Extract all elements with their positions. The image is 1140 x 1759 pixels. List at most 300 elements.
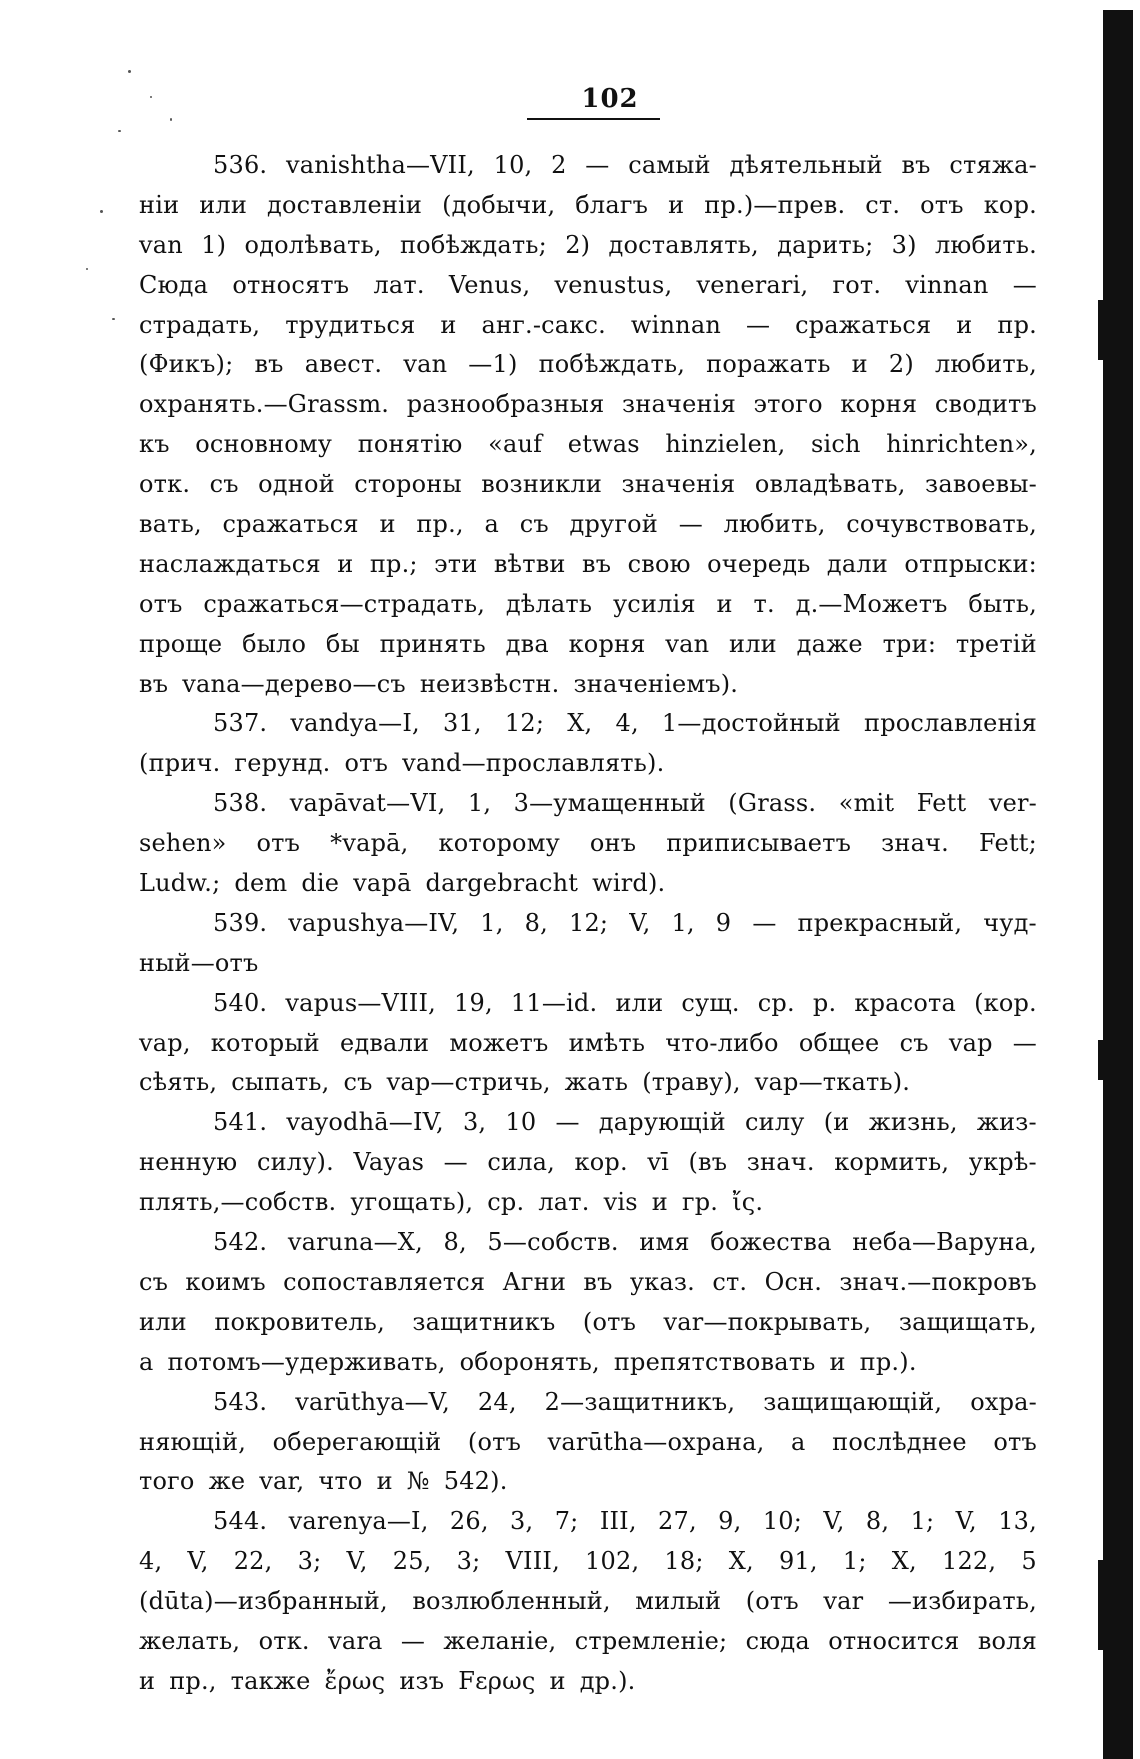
word: 12;	[504, 709, 545, 738]
word: 122,	[941, 1547, 997, 1576]
word: vap—ткать).	[754, 1068, 911, 1097]
word: другой	[569, 510, 658, 539]
word: 5	[1021, 1547, 1037, 1576]
word: —	[678, 510, 703, 539]
text-line	[139, 984, 1037, 1024]
word: относится	[828, 1626, 960, 1655]
word: 9	[715, 908, 732, 937]
scan-speck	[112, 318, 115, 320]
word: 2—защитникъ,	[544, 1387, 736, 1416]
word: 3;	[297, 1547, 322, 1576]
word: 1)	[201, 230, 227, 259]
word: одной	[258, 470, 335, 499]
word: III,	[599, 1507, 637, 1536]
scan-speck	[150, 96, 152, 98]
entries-text-block	[139, 146, 1037, 1702]
word: р.	[812, 988, 837, 1017]
word: (dūta)—избранный,	[139, 1587, 388, 1616]
word: послѣднее	[832, 1427, 967, 1456]
text-line	[139, 864, 1037, 904]
text-line	[139, 784, 1037, 824]
word: (прич.	[139, 749, 221, 778]
text-line	[139, 944, 1037, 984]
text-line	[139, 186, 1037, 226]
word: понятію	[357, 430, 463, 459]
word: 3,	[510, 1507, 534, 1536]
text-line	[139, 266, 1037, 306]
word: van	[403, 350, 448, 379]
word: чуд-	[983, 908, 1037, 937]
word: пр.;	[369, 549, 418, 578]
word: сила,	[487, 1148, 555, 1177]
word: кормить,	[834, 1148, 950, 1177]
word: авест.	[304, 350, 383, 379]
word: V,	[629, 908, 651, 937]
word: 1;	[842, 1547, 867, 1576]
word: оберегающій	[272, 1427, 442, 1456]
word: Агни	[502, 1267, 567, 1296]
word: (добычи,	[442, 190, 556, 219]
word: 25,	[392, 1547, 432, 1576]
word: die	[301, 869, 340, 898]
text-line	[139, 226, 1037, 266]
word: vap,	[139, 1028, 191, 1057]
word: ный—отъ	[139, 948, 259, 977]
word: того	[139, 1467, 195, 1496]
word: самый	[628, 151, 711, 179]
word: vinnan	[905, 270, 989, 299]
word: —	[752, 908, 777, 937]
scan-edge-bar	[1103, 10, 1133, 1759]
word: съ	[139, 1267, 169, 1296]
text-line	[139, 345, 1037, 385]
word: V,	[187, 1547, 209, 1576]
word: или	[729, 629, 777, 658]
word: —	[443, 1148, 468, 1177]
word: красота	[854, 988, 956, 1017]
word: (траву),	[642, 1068, 741, 1097]
text-line	[139, 505, 1037, 545]
word: жизнь,	[868, 1108, 958, 1137]
word: 8,	[524, 908, 548, 937]
word: отъ	[920, 190, 964, 219]
word: др.).	[579, 1666, 636, 1695]
word: этого	[753, 390, 823, 419]
word: 540.	[213, 988, 268, 1017]
word: общее	[798, 1028, 880, 1057]
word: 543.	[213, 1387, 268, 1416]
page-number-rule	[527, 118, 660, 120]
word: и	[716, 589, 733, 618]
word: дали	[826, 549, 889, 578]
word: 26,	[449, 1507, 489, 1536]
text-line	[139, 1143, 1037, 1183]
scan-speck	[86, 268, 88, 270]
word: знач.	[746, 1148, 815, 1177]
word: отк.	[139, 470, 191, 499]
word: т.	[753, 589, 775, 618]
word: hinrichten»,	[886, 430, 1037, 459]
word: оборонять,	[459, 1347, 600, 1376]
word: который	[210, 1028, 320, 1057]
word: съ	[519, 510, 549, 539]
word: основному	[195, 430, 333, 459]
word: vapushya—IV,	[288, 908, 460, 937]
word: въ	[582, 549, 612, 578]
word: едвали	[339, 1028, 430, 1057]
word: 19,	[454, 988, 493, 1017]
word: няющій,	[139, 1427, 247, 1456]
word: —	[400, 1626, 426, 1655]
word: var—покрывать,	[663, 1307, 872, 1336]
word: корня	[568, 629, 646, 658]
word: сюда	[745, 1626, 810, 1655]
word: приписываетъ	[666, 829, 852, 858]
word: жиз-	[976, 1108, 1037, 1137]
word: sich	[811, 430, 861, 459]
word: прославленія	[864, 709, 1037, 738]
word: 2)	[888, 350, 914, 379]
scan-edge-notch	[1098, 1040, 1104, 1080]
word: очередь	[707, 549, 811, 578]
text-line	[139, 1303, 1037, 1343]
word: овладѣвать,	[754, 470, 906, 499]
word: завоевы-	[925, 470, 1037, 499]
word: что-либо	[665, 1028, 779, 1057]
word: 538.	[213, 789, 268, 818]
word: vanishtha—VII,	[285, 151, 475, 179]
word: vapā	[353, 869, 412, 898]
word: 2	[551, 151, 567, 179]
text-line	[139, 425, 1037, 465]
word: vap—стричь,	[386, 1068, 551, 1097]
word: указ.	[629, 1267, 696, 1296]
text-line	[139, 824, 1037, 864]
word: Fερως	[458, 1666, 536, 1695]
word: стяжа-	[949, 151, 1037, 179]
word: пр.).	[859, 1347, 917, 1376]
word: божества	[710, 1228, 832, 1257]
word: ver-	[988, 789, 1037, 818]
word: же	[208, 1467, 246, 1496]
word: и	[376, 1467, 393, 1496]
word: ср.	[757, 988, 795, 1017]
word: 102,	[585, 1547, 640, 1576]
word: или	[139, 1307, 187, 1336]
text-line	[139, 146, 1037, 186]
word: и	[379, 510, 396, 539]
word: стороны	[354, 470, 462, 499]
text-line	[139, 545, 1037, 585]
word: одолѣвать,	[244, 230, 382, 259]
word: въ	[139, 669, 169, 698]
word: —избирать,	[887, 1587, 1037, 1616]
word: 24,	[477, 1387, 517, 1416]
word: 544.	[213, 1507, 268, 1536]
text-line	[139, 1223, 1037, 1263]
word: Сюда	[139, 270, 209, 299]
word: даже	[796, 629, 863, 658]
word: силу).	[256, 1148, 334, 1177]
word: 2)	[565, 230, 591, 259]
word: 10,	[493, 151, 533, 179]
word: любить,	[934, 350, 1037, 379]
word: 4,	[139, 1547, 163, 1576]
word: V,	[346, 1547, 368, 1576]
text-line	[139, 744, 1037, 784]
word: а	[139, 1347, 154, 1376]
word: значенія	[622, 390, 736, 419]
word: (Grass.	[728, 789, 817, 818]
word: —	[1012, 1028, 1037, 1057]
word: dem	[234, 869, 288, 898]
word: и	[549, 1666, 566, 1695]
word: sehen»	[139, 829, 227, 858]
word: Vayas	[353, 1148, 425, 1177]
word: varūtha—охрана,	[547, 1427, 765, 1456]
word: возлюбленный,	[412, 1587, 611, 1616]
word: 31,	[442, 709, 482, 738]
word: —	[745, 310, 771, 339]
word: dargebracht	[425, 869, 579, 898]
word: ніи	[139, 190, 180, 219]
word: X,	[891, 1547, 917, 1576]
word: а	[484, 510, 499, 539]
word: защитникъ	[412, 1307, 556, 1336]
word: 13,	[998, 1507, 1037, 1536]
word: милый	[635, 1587, 722, 1616]
word: кор.	[574, 1148, 628, 1177]
word: сражаться	[795, 310, 932, 339]
word: пр.	[997, 310, 1037, 339]
word: препятствовать	[613, 1347, 816, 1376]
word: 8,	[865, 1507, 890, 1536]
word: которому	[438, 829, 560, 858]
word: —1)	[468, 350, 518, 379]
word: въ	[583, 1267, 613, 1296]
word: vap	[948, 1028, 993, 1057]
word: и	[668, 190, 685, 219]
word: разнообразныя	[406, 390, 605, 419]
word: бы	[325, 629, 360, 658]
word: VIII,	[505, 1547, 560, 1576]
word: vapus—VIII,	[285, 988, 436, 1017]
word: 8,	[443, 1228, 467, 1257]
word: два	[505, 629, 549, 658]
word: съ	[899, 1028, 929, 1057]
word: X,	[567, 709, 593, 738]
word: доставлять,	[608, 230, 759, 259]
word: любить.	[934, 230, 1037, 259]
word: Ludw.;	[139, 869, 221, 898]
word: сводитъ	[934, 390, 1037, 419]
word: отъ	[256, 829, 301, 858]
word: 1,	[467, 789, 492, 818]
word: сопоставляется	[283, 1267, 486, 1296]
word: ср.	[487, 1188, 525, 1217]
text-line	[139, 1502, 1037, 1542]
word: благъ	[575, 190, 649, 219]
word: принять	[379, 629, 486, 658]
word: van	[139, 230, 183, 259]
word: изъ	[399, 1666, 445, 1695]
word: неизвѣстн.	[419, 669, 560, 698]
word: отъ	[993, 1427, 1037, 1456]
scan-speck	[118, 130, 121, 132]
word: коимъ	[185, 1267, 266, 1296]
word: 10;	[762, 1507, 803, 1536]
word: Fett	[916, 789, 967, 818]
word: герунд.	[234, 749, 331, 778]
word: отъ	[139, 589, 183, 618]
text-line	[139, 1063, 1037, 1103]
word: любить,	[723, 510, 826, 539]
word: 537.	[213, 709, 268, 738]
word: вѣтви	[493, 549, 566, 578]
word: —	[555, 1108, 580, 1137]
word: 3)	[891, 230, 917, 259]
text-line	[139, 665, 1037, 705]
word: три:	[882, 629, 937, 658]
word: hinzielen,	[665, 430, 786, 459]
text-line	[139, 1103, 1037, 1143]
word: 4,	[615, 709, 639, 738]
word: желаніе,	[443, 1626, 557, 1655]
text-line	[139, 1622, 1037, 1662]
text-line	[139, 1462, 1037, 1502]
word: анг.-сакс.	[481, 310, 606, 339]
word: доставленіи	[267, 190, 423, 219]
word: защищать,	[898, 1307, 1037, 1336]
word: V,	[823, 1507, 845, 1536]
word: къ	[139, 430, 170, 459]
text-line	[139, 1263, 1037, 1303]
word: varūthya—V,	[295, 1387, 450, 1416]
text-line	[139, 585, 1037, 625]
word: (въ	[688, 1148, 728, 1177]
word: venerari,	[696, 270, 809, 299]
word: 11—id.	[510, 988, 598, 1017]
word: вать,	[139, 510, 202, 539]
text-line	[139, 1662, 1037, 1702]
word: Fett;	[979, 829, 1037, 858]
text-line	[139, 1343, 1037, 1383]
word: venustus,	[554, 270, 673, 299]
word: въ	[901, 151, 931, 179]
word: прекрасный,	[797, 908, 963, 937]
word: 22,	[233, 1547, 273, 1576]
word: 536.	[213, 151, 268, 179]
word: 27,	[658, 1507, 697, 1536]
word: 12;	[568, 908, 609, 937]
scan-speck	[100, 210, 103, 213]
word: жать	[564, 1068, 629, 1097]
word: пр.,	[169, 1666, 217, 1695]
word: дѣятельный	[729, 151, 883, 179]
word: сочувствовать,	[846, 510, 1037, 539]
word: дѣлать	[505, 589, 593, 618]
word: укрѣ-	[968, 1148, 1037, 1177]
word: или	[615, 988, 664, 1017]
word: побѣждать,	[538, 350, 686, 379]
word: сражаться—страдать,	[203, 589, 486, 618]
word: 5—собств.	[487, 1228, 619, 1257]
word: vand—прославлять).	[402, 749, 665, 778]
word: силу	[744, 1108, 805, 1137]
word: стремленіе;	[574, 1626, 728, 1655]
text-line	[139, 1542, 1037, 1582]
word: (Фикъ);	[139, 350, 234, 379]
word: дарующій	[598, 1108, 726, 1137]
word: было	[242, 629, 307, 658]
word: и	[337, 549, 354, 578]
text-line	[139, 465, 1037, 505]
word: корня	[840, 390, 918, 419]
word: кор.	[983, 190, 1037, 219]
page-number: 102	[581, 84, 639, 114]
word: 541.	[213, 1108, 268, 1137]
word: защищающій,	[763, 1387, 943, 1416]
word: эти	[434, 549, 478, 578]
word: var,	[259, 1467, 305, 1496]
text-line	[139, 1024, 1037, 1064]
text-line	[139, 625, 1037, 665]
scan-edge-notch	[1098, 1560, 1104, 1650]
word: vis	[603, 1188, 638, 1217]
word: пр.)—прев.	[704, 190, 846, 219]
word: 18;	[664, 1547, 704, 1576]
word: сражаться	[222, 510, 359, 539]
word: угощать),	[350, 1188, 474, 1217]
word: —	[1012, 270, 1037, 299]
word: 539.	[213, 908, 268, 937]
word: побѣждать;	[399, 230, 547, 259]
word: наслаждаться	[139, 549, 321, 578]
text-line	[139, 904, 1037, 944]
word: и	[139, 1666, 156, 1695]
word: (отъ	[467, 1427, 522, 1456]
word: и	[851, 350, 868, 379]
word: отк.	[258, 1626, 310, 1655]
word: съ	[209, 470, 239, 499]
word: проще	[139, 629, 223, 658]
word: и	[440, 310, 457, 339]
word: относятъ	[232, 270, 350, 299]
word: значенія	[621, 470, 736, 499]
word: ненную	[139, 1148, 238, 1177]
text-line	[139, 306, 1037, 346]
scan-speck	[170, 118, 172, 121]
word: —	[585, 151, 610, 179]
word: д.—Можетъ	[795, 589, 948, 618]
word: трудиться	[285, 310, 416, 339]
text-line	[139, 1423, 1037, 1463]
word: желать,	[139, 1626, 241, 1655]
word: V,	[955, 1507, 977, 1536]
word: онъ	[589, 829, 637, 858]
word: что	[318, 1467, 363, 1496]
word: охра-	[970, 1387, 1037, 1416]
word: охранять.—Grassm.	[139, 390, 390, 419]
word: 542).	[443, 1467, 508, 1496]
word: ст.	[712, 1267, 748, 1296]
word: ст.	[865, 190, 901, 219]
word: wird).	[592, 869, 666, 898]
word: X,	[728, 1547, 754, 1576]
word: 10	[505, 1108, 537, 1137]
word: 1—достойный	[661, 709, 841, 738]
word: отпрыски:	[904, 549, 1037, 578]
